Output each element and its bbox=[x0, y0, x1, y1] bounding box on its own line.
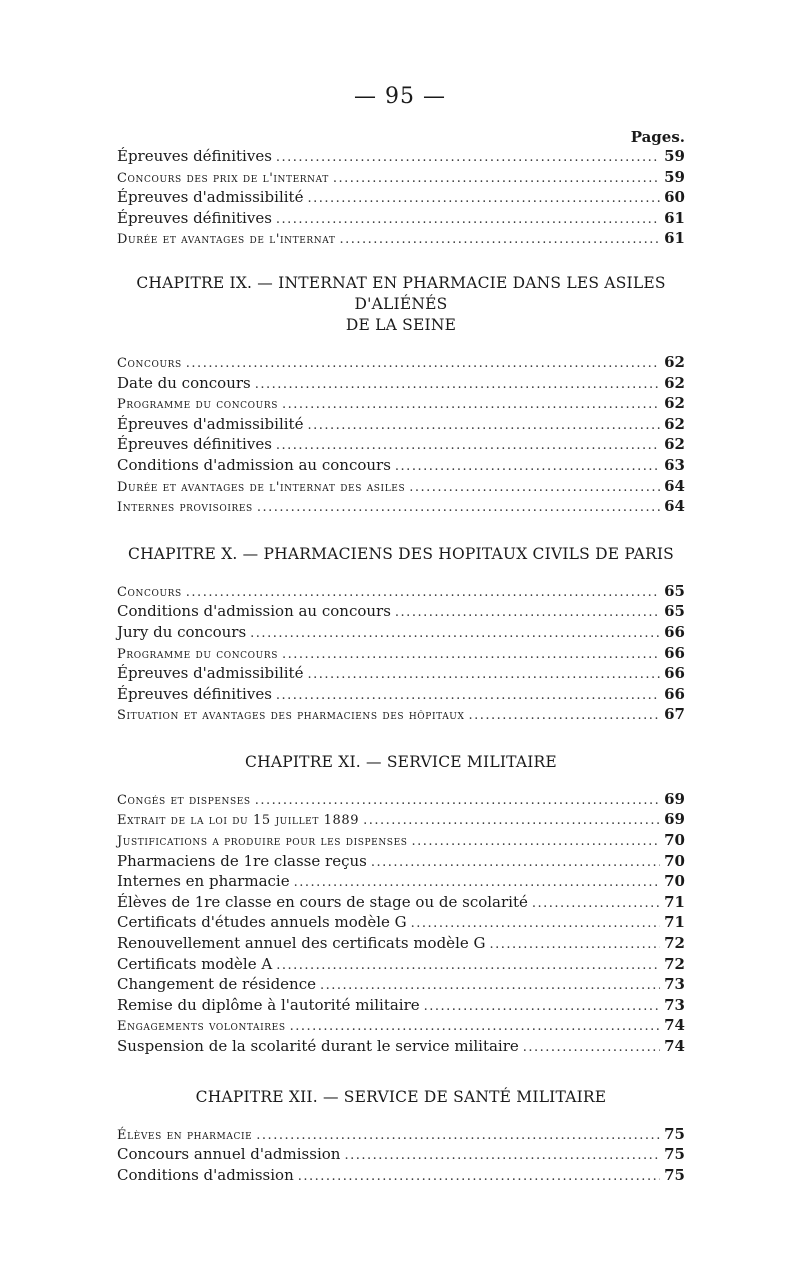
dot-leader bbox=[294, 873, 661, 894]
dot-leader bbox=[320, 976, 660, 997]
dot-leader bbox=[186, 354, 660, 375]
toc-entry-page: 63 bbox=[664, 455, 685, 474]
dot-leader bbox=[276, 210, 660, 231]
chapter-title: CHAPITRE IX. — INTERNAT EN PHARMACIE DANS LES ASILES D'ALIÉNÉS bbox=[136, 273, 666, 313]
toc-entry-page: 64 bbox=[664, 476, 685, 495]
toc-entry-page: 64 bbox=[664, 497, 685, 516]
toc-entry-label: Certificats modèle A bbox=[117, 954, 273, 973]
chapter-heading bbox=[117, 752, 685, 773]
toc-entry-label: Concours bbox=[117, 584, 182, 600]
toc-entry-page: 70 bbox=[664, 872, 685, 891]
toc-entry-label: Conditions d'admission bbox=[117, 1165, 294, 1184]
table-of-contents bbox=[117, 128, 685, 1185]
toc-entry bbox=[117, 187, 685, 208]
toc-entry-page: 60 bbox=[664, 188, 685, 207]
toc-entry-label: Épreuves définitives bbox=[117, 208, 272, 227]
toc-entry-page: 61 bbox=[664, 208, 685, 227]
dot-leader bbox=[333, 169, 660, 190]
toc-entry-label: Changement de résidence bbox=[117, 975, 316, 994]
toc-entry bbox=[117, 1015, 685, 1036]
toc-entry-label: Date du concours bbox=[117, 373, 251, 392]
dot-leader bbox=[395, 603, 660, 624]
dot-leader bbox=[490, 935, 661, 956]
toc-entry-page: 72 bbox=[664, 934, 685, 953]
toc-entry-label: Programme du concours bbox=[117, 646, 278, 662]
dot-leader bbox=[276, 686, 660, 707]
toc-entry bbox=[117, 1165, 685, 1186]
dot-leader bbox=[363, 811, 660, 832]
dot-leader bbox=[276, 436, 660, 457]
toc-entry-page: 59 bbox=[664, 167, 685, 186]
chapter-title: CHAPITRE X. — PHARMACIENS DES HOPITAUX CIVILS DE PARIS bbox=[128, 544, 674, 563]
toc-entry bbox=[117, 476, 685, 497]
toc-entry bbox=[117, 954, 685, 975]
toc-entry bbox=[117, 1036, 685, 1057]
dot-leader bbox=[523, 1038, 660, 1059]
chapter-entries bbox=[117, 789, 685, 1057]
toc-entry-label: Élèves en pharmacie bbox=[117, 1127, 253, 1143]
toc-entry-label: Épreuves définitives bbox=[117, 684, 272, 703]
toc-entry-label: Épreuves définitives bbox=[117, 147, 272, 165]
toc-entry bbox=[117, 373, 685, 394]
toc-entry-page: 70 bbox=[664, 851, 685, 870]
toc-entry bbox=[117, 146, 685, 167]
toc-entry-label: Extrait de la loi du 15 juillet 1889 bbox=[117, 813, 360, 829]
toc-entry bbox=[117, 167, 685, 188]
toc-entry-page: 65 bbox=[664, 602, 685, 621]
toc-entry bbox=[117, 789, 685, 810]
dot-leader bbox=[282, 395, 660, 416]
dot-leader bbox=[412, 832, 661, 853]
toc-entry-page: 66 bbox=[664, 664, 685, 683]
toc-entry-page: 66 bbox=[664, 622, 685, 641]
toc-entry-page: 66 bbox=[664, 684, 685, 703]
dot-leader bbox=[250, 624, 660, 645]
dot-leader bbox=[256, 1126, 660, 1147]
toc-entry-label: Épreuves d'admissibilité bbox=[117, 664, 304, 683]
toc-entry bbox=[117, 352, 685, 373]
chapter-title: CHAPITRE XI. — SERVICE MILITAIRE bbox=[245, 752, 557, 771]
toc-entry bbox=[117, 974, 685, 995]
toc-entry-label: Renouvellement annuel des certificats modèle G bbox=[117, 934, 486, 953]
chapter-heading bbox=[117, 273, 685, 336]
toc-entry-label: Internes provisoires bbox=[117, 500, 253, 516]
toc-entry bbox=[117, 581, 685, 602]
toc-entry bbox=[117, 933, 685, 954]
dot-leader bbox=[255, 791, 660, 812]
toc-entry-label: Durée et avantages de l'internat bbox=[117, 232, 336, 248]
dot-leader bbox=[307, 665, 660, 686]
dot-leader bbox=[186, 583, 660, 604]
toc-entry-label: Concours bbox=[117, 355, 182, 371]
toc-entry-page: 73 bbox=[664, 995, 685, 1014]
toc-entry-label: Justifications a produire pour les dispenses bbox=[117, 834, 408, 850]
toc-entry-page: 62 bbox=[664, 373, 685, 392]
toc-entry-page: 67 bbox=[664, 705, 685, 724]
page-number: — 95 — bbox=[354, 84, 446, 109]
toc-entry-page: 72 bbox=[664, 954, 685, 973]
dot-leader bbox=[532, 894, 660, 915]
toc-entry-page: 75 bbox=[664, 1145, 685, 1164]
toc-entry-label: Jury du concours bbox=[117, 622, 247, 641]
toc-entry bbox=[117, 704, 685, 725]
toc-entry-page: 71 bbox=[664, 892, 685, 911]
toc-entry-label: Élèves de 1re classe en cours de stage ou de scolarité bbox=[117, 892, 528, 911]
toc-entry bbox=[117, 912, 685, 933]
dot-leader bbox=[290, 1017, 661, 1038]
toc-entry bbox=[117, 393, 685, 414]
dot-leader bbox=[371, 853, 660, 874]
chapter-entries bbox=[117, 1124, 685, 1186]
toc-entry-page: 62 bbox=[664, 352, 685, 371]
toc-entry-page: 62 bbox=[664, 435, 685, 454]
toc-entry-page: 66 bbox=[664, 643, 685, 662]
chapter-entries bbox=[117, 352, 685, 517]
toc-entry-label: Conditions d'admission au concours bbox=[117, 455, 391, 474]
toc-entry bbox=[117, 434, 685, 455]
toc-entry bbox=[117, 851, 685, 872]
toc-entry bbox=[117, 995, 685, 1016]
toc-entry-label: Concours annuel d'admission bbox=[117, 1145, 341, 1164]
toc-entry-label: Congés et dispenses bbox=[117, 792, 251, 808]
toc-entry-label: Épreuves d'admissibilité bbox=[117, 188, 304, 207]
toc-entry-label: Engagements volontaires bbox=[117, 1019, 286, 1035]
dot-leader bbox=[276, 148, 660, 169]
toc-entry-page: 74 bbox=[664, 1037, 685, 1055]
chapter-heading bbox=[117, 1087, 685, 1108]
toc-entry bbox=[117, 414, 685, 435]
chapter-entries bbox=[117, 581, 685, 725]
toc-entry bbox=[117, 684, 685, 705]
toc-entry bbox=[117, 892, 685, 913]
toc-entry-page: 61 bbox=[664, 229, 685, 248]
toc-entry bbox=[117, 830, 685, 851]
toc-entry bbox=[117, 809, 685, 830]
toc-entry-page: 62 bbox=[664, 394, 685, 413]
toc-entry bbox=[117, 871, 685, 892]
toc-entry bbox=[117, 663, 685, 684]
chapter-heading bbox=[117, 544, 685, 565]
toc-entry bbox=[117, 228, 685, 249]
toc-entry-page: 62 bbox=[664, 414, 685, 433]
toc-entry bbox=[117, 622, 685, 643]
toc-entry-label: Pharmaciens de 1re classe reçus bbox=[117, 851, 367, 870]
toc-entry bbox=[117, 601, 685, 622]
dot-leader bbox=[298, 1167, 660, 1188]
toc-entry-label: Durée et avantages de l'internat des asiles bbox=[117, 479, 406, 495]
dot-leader bbox=[409, 478, 660, 499]
toc-entry-page: 75 bbox=[664, 1124, 685, 1143]
toc-entry-label: Épreuves définitives bbox=[117, 435, 272, 454]
toc-entry-page: 69 bbox=[664, 789, 685, 808]
dot-leader bbox=[411, 914, 660, 935]
chapter-title: CHAPITRE XII. — SERVICE DE SANTÉ MILITAIRE bbox=[195, 1087, 607, 1106]
toc-entry-label: Épreuves d'admissibilité bbox=[117, 414, 304, 433]
dot-leader bbox=[282, 645, 660, 666]
dot-leader bbox=[469, 706, 661, 727]
dot-leader bbox=[344, 1146, 660, 1167]
dot-leader bbox=[307, 416, 660, 437]
dot-leader bbox=[339, 230, 660, 251]
dot-leader bbox=[395, 457, 660, 478]
toc-entry-page: 69 bbox=[664, 810, 685, 829]
intro-entries bbox=[117, 146, 685, 249]
toc-entry-label: Internes en pharmacie bbox=[117, 872, 290, 891]
toc-entry bbox=[117, 1124, 685, 1145]
toc-entry-page: 75 bbox=[664, 1165, 685, 1184]
toc-entry-page: 74 bbox=[664, 1016, 685, 1035]
chapters bbox=[117, 273, 685, 1185]
toc-entry bbox=[117, 643, 685, 664]
dot-leader bbox=[276, 956, 660, 977]
dot-leader bbox=[257, 498, 660, 519]
dot-leader bbox=[307, 189, 660, 210]
dot-leader bbox=[255, 375, 660, 396]
toc-entry bbox=[117, 496, 685, 517]
toc-entry bbox=[117, 455, 685, 476]
toc-entry-page: 65 bbox=[664, 581, 685, 600]
toc-entry-page: 73 bbox=[664, 975, 685, 994]
pages-column-header: Pages. bbox=[630, 128, 685, 146]
toc-entry-page: 71 bbox=[664, 913, 685, 932]
toc-entry-label: Remise du diplôme à l'autorité militaire bbox=[117, 995, 420, 1014]
chapter-title-continued: DE LA SEINE bbox=[345, 315, 457, 334]
dot-leader bbox=[424, 997, 660, 1018]
toc-entry-page: 70 bbox=[664, 831, 685, 850]
toc-entry bbox=[117, 208, 685, 229]
toc-entry-label: Concours des prix de l'internat bbox=[117, 170, 329, 186]
toc-entry-label: Certificats d'études annuels modèle G bbox=[117, 913, 407, 932]
toc-entry-label: Situation et avantages des pharmaciens des hôpitaux bbox=[117, 708, 465, 724]
toc-entry-label: Suspension de la scolarité durant le service militaire bbox=[117, 1037, 519, 1055]
toc-entry-page: 59 bbox=[664, 147, 685, 165]
toc-entry-label: Conditions d'admission au concours bbox=[117, 602, 391, 621]
toc-entry-label: Programme du concours bbox=[117, 397, 278, 413]
toc-entry bbox=[117, 1144, 685, 1165]
